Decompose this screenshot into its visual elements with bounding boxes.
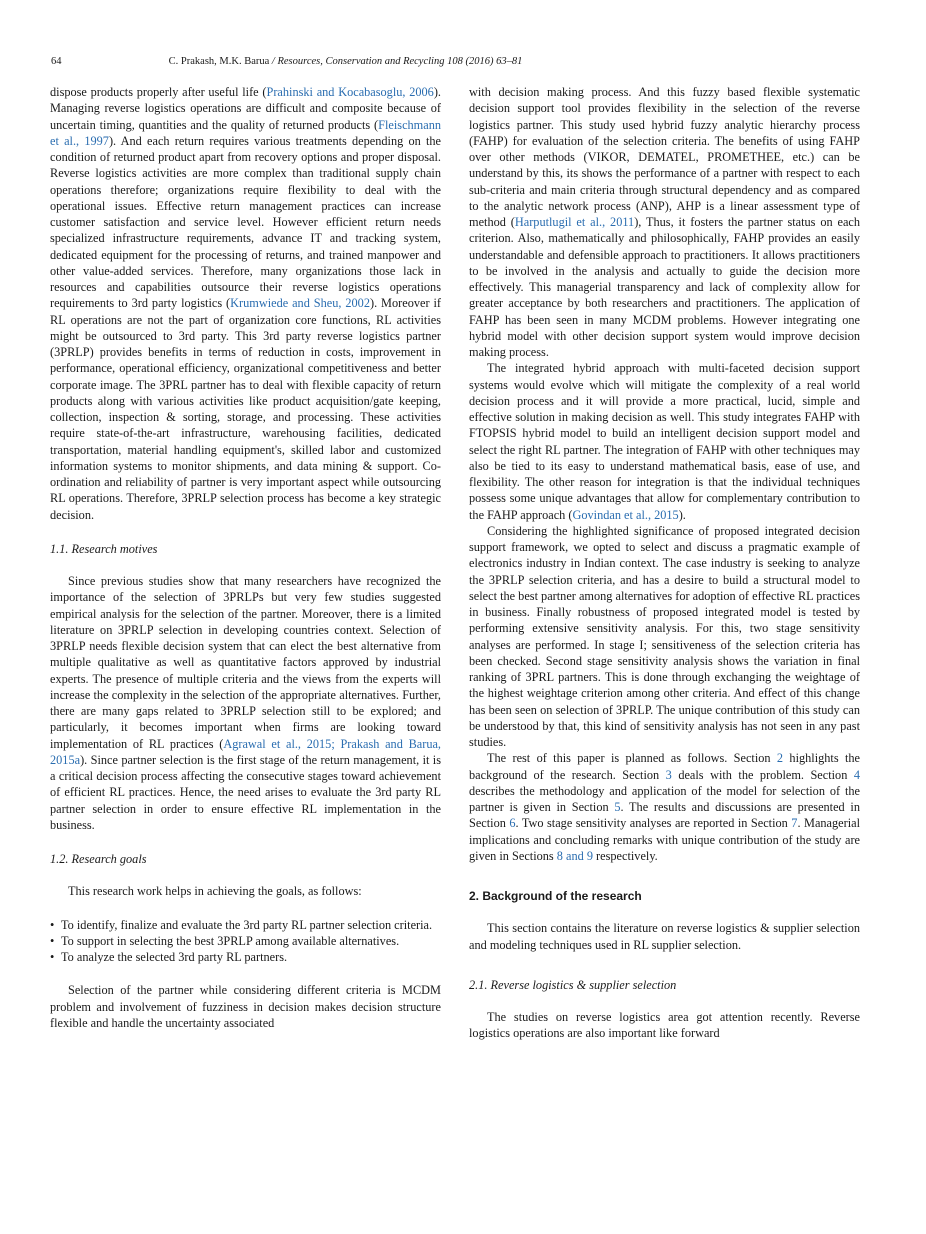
section-link[interactable]: 7 (791, 816, 798, 831)
section-link[interactable]: 3 (665, 767, 672, 782)
paragraph-mcdm: Selection of the partner while considering different criteria is MCDM problem and involvement of fuzziness in decision makes decision structure flexible and handle the uncertainty associated (50, 983, 441, 1030)
section-heading-background: 2. Background of the research (469, 889, 642, 903)
section-link[interactable]: 4 (853, 767, 860, 782)
bullet-icon: • (50, 950, 55, 964)
section-heading-research-motives: 1.1. Research motives (50, 541, 158, 556)
page-number: 64 (51, 56, 62, 67)
paragraph-rl-studies: The studies on reverse logistics area got attention recently. Reverse logistics operations are also important like forward (469, 1010, 860, 1041)
section-link[interactable]: 8 and 9 (556, 848, 593, 863)
section-link[interactable]: 5 (614, 800, 621, 814)
paragraph-research-motives: Since previous studies show that many researchers have recognized the importance of the selection of 3PRLPs but very few studies suggested empirical analysis for the selection of the partner. Moreover, there is a limited literature on 3PRLP selection in developing countries context. Selection of 3PRLP needs flexible decision system that can elect the best alternative from multiple qualitative as well as quantitative factors approved by industrial experts. The presence of multiple criteria and the views from the experts will increase the complexity in the selection of the appropriate alternatives. Further, there are many gaps related to 3PRLP selection still to be explored; and particularly, it becomes important when firms are looking toward implementation of RL practices (Agrawal et al., 2015; Prakash and Barua, 2015a). Since partner selection is the first stage of the return management, it is a critical decision process affecting the consecutive stages toward achievement of efficient RL practices. Hence, the need arises to evaluate the 3rd party RL partner selection in order to ensure effective RL implementation in the business. (50, 574, 442, 832)
right-column (469, 84, 860, 1042)
paragraph-paper-outline: The rest of this paper is planned as follows. Section 2 highlights the background of the research. Section 3 deals with the problem. Section 4 describes the methodology and application of the model for selection of the partner is given in Section 5. The results and discussions are presented in Section 6. Two stage sensitivity analyses are reported in Section 7. Managerial implications and concluding remarks with unique contribution of the study are given in Sections 8 and 9 respectively. (469, 751, 860, 863)
citation-link[interactable]: Fleischmann et al., 1997 (50, 117, 441, 148)
bullet-icon: • (50, 917, 55, 932)
paragraph-intro-continued: dispose products properly after useful life (Prahinski and Kocabasoglu, 2006). Managing reverse logistics operations are difficult and composite because of uncertain timing, quantities and the quality of returned products (Fleischmann et al., 1997). And each return requires various treatments depending on the condition of returned product apart from recovery options and proper disposal. Reverse logistics activities are more complex than traditional supply chain operations therefore; organizations require flexibility to deal with the operational issues. Effective return management practices can increase customer satisfaction and service level. However efficient return needs specialized infrastructure requirements, advance IT and tracking system, dedicated equipment for the processing of returns, and trained manpower and other value-added services. Therefore, many organizations those lack in resources and capabilities outsource their reverse logistics operations requirements to 3rd party logistics (Krumwiede and Sheu, 2002). Moreover if RL operations are not the part of organization core functions, RL activities might be outsourced to 3rd party. This 3rd party reverse logistics partner (3PRLP) provides benefits in terms of reduction in costs, improvement in performance, operational efficiency, organizational competitiveness and better corporate image. The 3PRL partner has to deal with flexible capacity of return products along with various activities like product acquisition/gate keeping, collection, inspection & sorting, storage, and processing. These activities require state-of-the-art infrastructure, warehousing facilities, dedicated transportation, material handling equipment's, skilled labor and customized information systems to monitor shipments, and data mining & support. Co-ordination and reliability of partner is very important aspect while outsourcing RL operations. Therefore, 3PRLP selection process has become a key strategic decision. (50, 85, 441, 522)
citation-link[interactable]: Harputlugil et al., 2011 (514, 215, 635, 229)
citation-link[interactable]: Prahinski and Kocabasoglu, 2006 (266, 85, 434, 99)
section-link[interactable]: 6 (509, 816, 516, 831)
bullet-icon: • (50, 933, 55, 948)
header-authors: C. Prakash, M.K. Barua (168, 56, 270, 67)
list-item: • To analyze the selected 3rd party RL partners. (50, 950, 288, 964)
paragraph-fahp: with decision making process. And this fuzzy based flexible systematic decision support tool provides flexibility in the selection of the reverse logistics partner. This study used hybrid fuzzy analytic hierarchy process (FAHP) for evaluation of the selection criteria. The benefits of using FAHP over other methods (VIKOR, DEMATEL, PROMETHEE, etc.) can be understand by this, its shows the performance of a partner with respect to each sub-criteria and main criteria through structural dependency and as compared to the analytic network process (ANP), AHP is a linear assessment type of method (Harputlugil et al., 2011), Thus, it fosters the partner status on each criterion. Also, mathematically and philosophically, FAHP provides an easily understandable and defensible approach to practitioners. It allows practitioners to be involved in the analysis and actually to guide the decision more effectively. This managerial transparency and lack of complexity allow for greater acceptance by both researchers and practitioners. The application of FAHP has been seen in many MCDM problems. However integrating one hybrid model with other decision support system would improve decision making process. (469, 85, 861, 359)
section-link[interactable]: 2 (776, 751, 784, 766)
citation-link[interactable]: Agrawal et al., 2015; Prakash and Barua, 2015a (50, 736, 442, 767)
citation-link[interactable]: Govindan et al., 2015 (572, 507, 679, 522)
left-column (50, 84, 441, 1031)
citation-link[interactable]: Krumwiede and Sheu, 2002 (230, 296, 370, 311)
section-heading-rl-supplier-selection: 2.1. Reverse logistics & supplier selection (469, 977, 677, 992)
header-journal: Resources, Conservation and Recycling 108 (2016) 63–81 (277, 56, 523, 67)
running-title: C. Prakash, M.K. Barua / Resources, Conservation and Recycling 108 (2016) 63–81 (168, 56, 523, 67)
paragraph-case-industry: Considering the highlighted significance of proposed integrated decision support framework, we opted to select and discuss a pragmatic example of electronics industry in Indian context. The case industry is seeking to analyze the 3PRLP selection criteria, and has a desire to build a structural model to select the best partner among alternatives for adoption of effective RL practices in business. Finally robustness of proposed integrated model is tested by performing extensive sensitivity analysis. For this, two stage sensitivity analyses are performed. In stage I; sensitiveness of the selection criteria has been checked. Second stage sensitivity analysis shows the variation in final ranking of 3PRL partners. This is done through exchanging the weightage of the highest weightage criterion among other criteria. And effect of this change has been seen on selection of 3PRLP. The unique contribution of this study can be understood by that, this kind of sensitivity analysis has not seen in any past studies. (469, 523, 860, 749)
list-item: • To identify, finalize and evaluate the 3rd party RL partner selection criteria. (50, 917, 433, 932)
paragraph-integrated-approach: The integrated hybrid approach with multi-faceted decision support systems would evolve which will mitigate the complexity of a real world decision process and it will provide a more practical, lucid, simple and effective solution in making decision as well. This study integrates FAHP with FTOPSIS hybrid model to build an intelligent decision support model and select the right RL partner. The integration of FAHP with other techniques may also be tied to its easy to understand mathematical basis, ease of use, and flexibility. The other reason for integration is that the individual techniques possess some unique advantages that allow for complementary contribution to the FAHP approach (Govindan et al., 2015). (469, 361, 860, 522)
paragraph-background-intro: This section contains the literature on reverse logistics & supplier selection and modeling techniques used in RL supplier selection. (469, 921, 860, 952)
goals-list (50, 917, 441, 966)
list-item: • To support in selecting the best 3PRLP among available alternatives. (50, 933, 400, 948)
paragraph-goals-intro: This research work helps in achieving the goals, as follows: (68, 884, 362, 899)
section-heading-research-goals: 1.2. Research goals (50, 852, 147, 866)
